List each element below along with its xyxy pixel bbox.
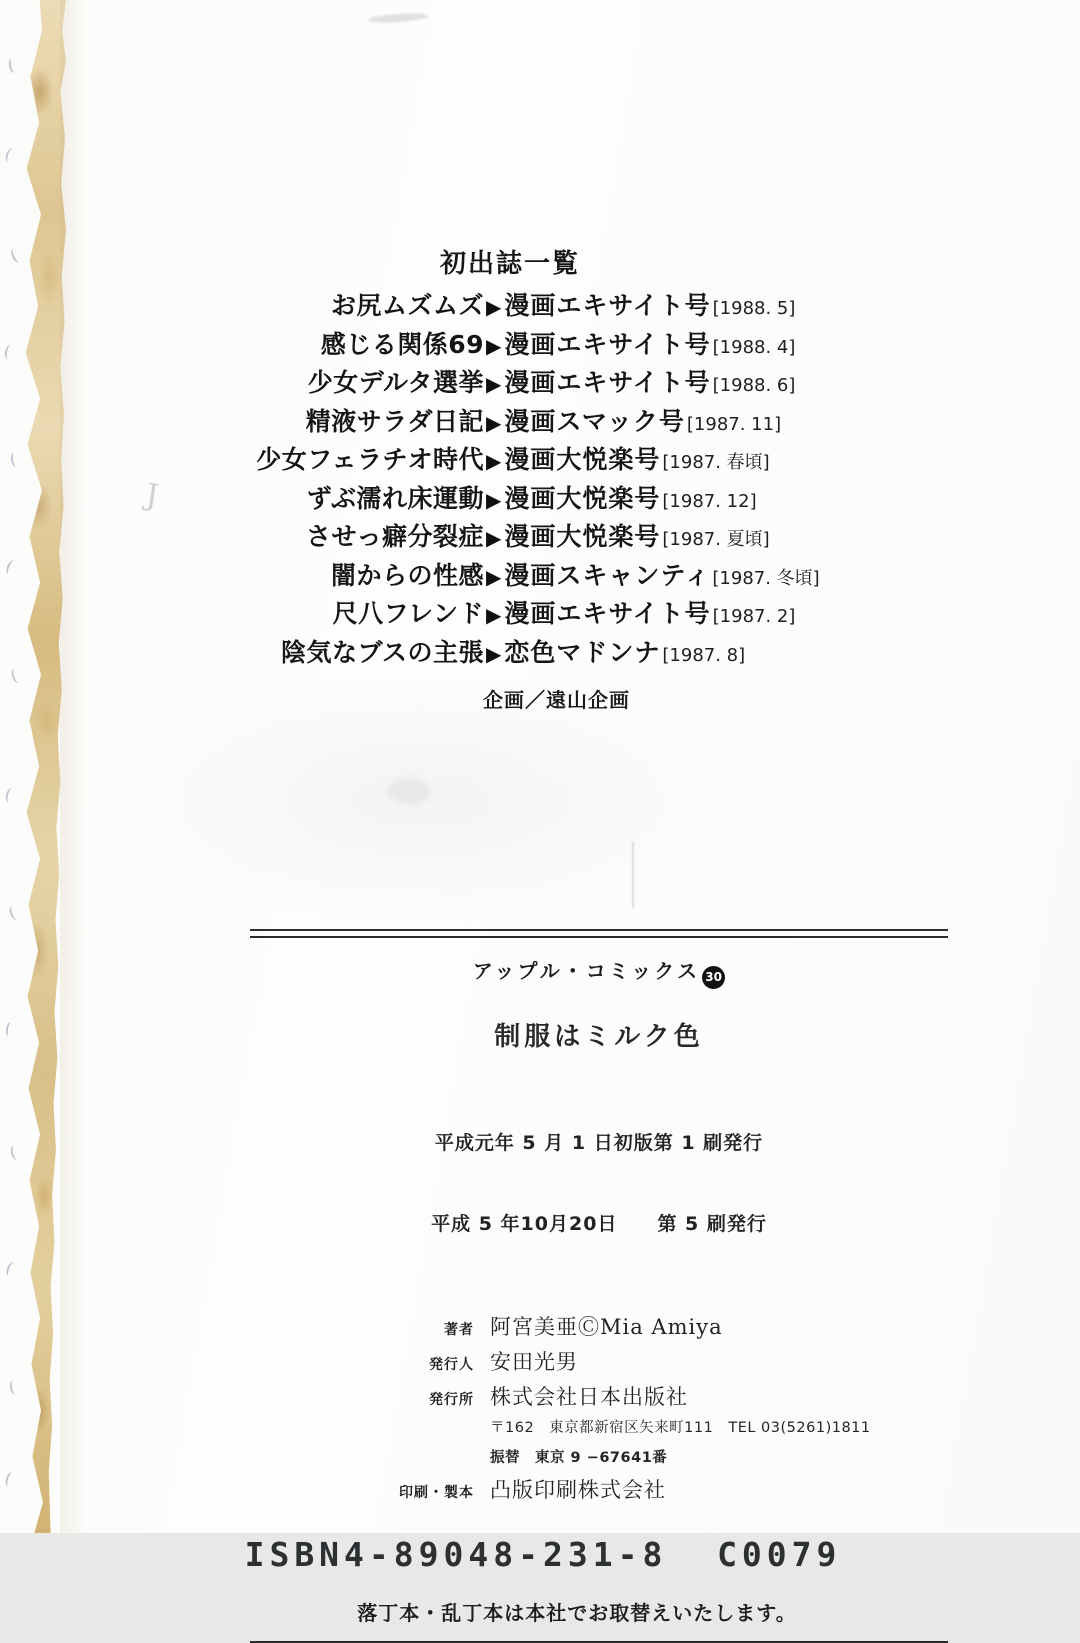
work-title: 精液サラダ日記 [305, 406, 484, 436]
arrow-icon: ▶ [486, 603, 502, 627]
publication-row [0, 601, 1080, 630]
fifth-printing-line: 平成 5 年10月20日 第 5 刷発行 [431, 1212, 767, 1235]
publication-date: [1987. 12] [662, 490, 757, 512]
printer-label: 印刷・製本 [399, 1484, 474, 1501]
arrow-icon: ▶ [486, 487, 502, 512]
publication-row [0, 483, 1080, 515]
publication-row [0, 329, 1080, 361]
work-title: 尺八フレンド [332, 599, 484, 628]
work-title: 少女フェラチオ時代 [256, 445, 484, 474]
printer-name: 凸版印刷株式会社 [490, 1477, 666, 1502]
credit-row-issuer [250, 1346, 948, 1376]
scan-smudge [368, 12, 428, 24]
magazine-name: 漫画エキサイト号 [504, 599, 711, 628]
arrow-icon: ▶ [486, 295, 502, 319]
publication-date: [1988. 6] [712, 375, 796, 396]
publication-row [0, 637, 1080, 669]
publication-date: [1988. 5] [712, 298, 796, 319]
colophon [244, 929, 948, 1643]
publication-date: [1987. 春頃] [662, 452, 770, 473]
publication-row [0, 370, 1080, 399]
magazine-name: 漫画大悦楽号 [504, 483, 661, 513]
publication-row [0, 447, 1080, 476]
magazine-name: 漫画スキャンティ [504, 560, 711, 590]
series-name: アップル・コミックス [472, 959, 701, 983]
magazine-name: 漫画スマック号 [504, 406, 685, 436]
publisher-label: 発行所 [429, 1391, 474, 1408]
planning-credit: 企画／遠山企画 [483, 687, 630, 712]
pen-mark: J [143, 477, 161, 514]
credit-row-printer [250, 1474, 948, 1504]
magazine-name: 漫画エキサイト号 [504, 329, 711, 359]
torn-binding-edge [18, 0, 66, 1533]
binding-shadow [60, 0, 86, 1533]
printing-info [250, 1076, 948, 1292]
author-label: 著者 [444, 1321, 474, 1338]
publication-row [0, 560, 1080, 592]
publication-list-title: 初出誌一覧 [440, 249, 581, 279]
publisher-name: 株式会社日本出版社 [490, 1384, 688, 1409]
magazine-name: 恋色マドンナ [504, 637, 661, 667]
publication-row [0, 524, 1080, 553]
book-title: 制服はミルク色 [494, 1021, 704, 1052]
arrow-icon: ▶ [486, 564, 502, 589]
arrow-icon: ▶ [486, 449, 502, 473]
work-title: させっ癖分裂症 [305, 522, 484, 551]
magazine-name: 漫画エキサイト号 [504, 368, 711, 397]
work-title: ずぶ濡れ床運動 [306, 483, 484, 513]
arrow-icon: ▶ [486, 641, 502, 666]
publication-date: [1987. 8] [662, 644, 746, 666]
series-number-badge [702, 966, 725, 989]
first-printing-line: 平成元年 5 月 1 日初版第 1 刷発行 [434, 1131, 764, 1154]
publication-date: [1988. 4] [712, 336, 796, 358]
postal-transfer: 振替 東京 9 −67641番 [490, 1449, 668, 1466]
work-title: 感じる関係69 [320, 329, 484, 359]
issuer-name: 安田光男 [490, 1349, 578, 1374]
publication-date: [1987. 夏頃] [662, 529, 770, 550]
work-title: 闇からの性感 [330, 560, 484, 590]
series-number: 30 [705, 970, 722, 984]
credit-row-publisher [250, 1381, 948, 1411]
publication-date: [1987. 11] [686, 413, 782, 435]
work-title: 陰気なブスの主張 [280, 637, 484, 667]
arrow-icon: ▶ [486, 372, 502, 396]
credits [250, 1311, 948, 1504]
scan-blotch [388, 778, 430, 804]
publication-date: [1987. 冬頃] [712, 567, 820, 589]
author-name: 阿宮美亜ⒸMia Amiya [490, 1314, 723, 1339]
work-title: 少女デルタ選挙 [307, 368, 484, 397]
publication-list-rows [0, 293, 1080, 669]
magazine-name: 漫画エキサイト号 [504, 291, 711, 320]
magazine-name: 漫画大悦楽号 [504, 522, 661, 551]
replacement-notice: 落丁本・乱丁本は本社でお取替えいたします。 [357, 1600, 797, 1625]
publication-list [0, 243, 1080, 713]
publication-row [0, 406, 1080, 438]
series-line [250, 955, 948, 989]
publication-date: [1987. 2] [712, 606, 796, 627]
isbn-line: ISBN4-89048-231-8 C0079 [244, 1534, 842, 1574]
credit-row-author [250, 1311, 948, 1341]
arrow-icon: ▶ [486, 333, 502, 358]
publication-row [0, 293, 1080, 322]
publisher-address: 〒162 東京都新宿区矢来町111 TEL 03(5261)1811 [490, 1419, 871, 1436]
work-title: お尻ムズムズ [330, 291, 484, 320]
arrow-icon: ▶ [486, 526, 502, 550]
bottom-rule [250, 1641, 948, 1643]
magazine-name: 漫画大悦楽号 [504, 445, 661, 474]
fold-mark [632, 842, 634, 908]
top-double-rule [250, 929, 948, 938]
arrow-icon: ▶ [486, 410, 502, 435]
issuer-label: 発行人 [429, 1356, 474, 1373]
